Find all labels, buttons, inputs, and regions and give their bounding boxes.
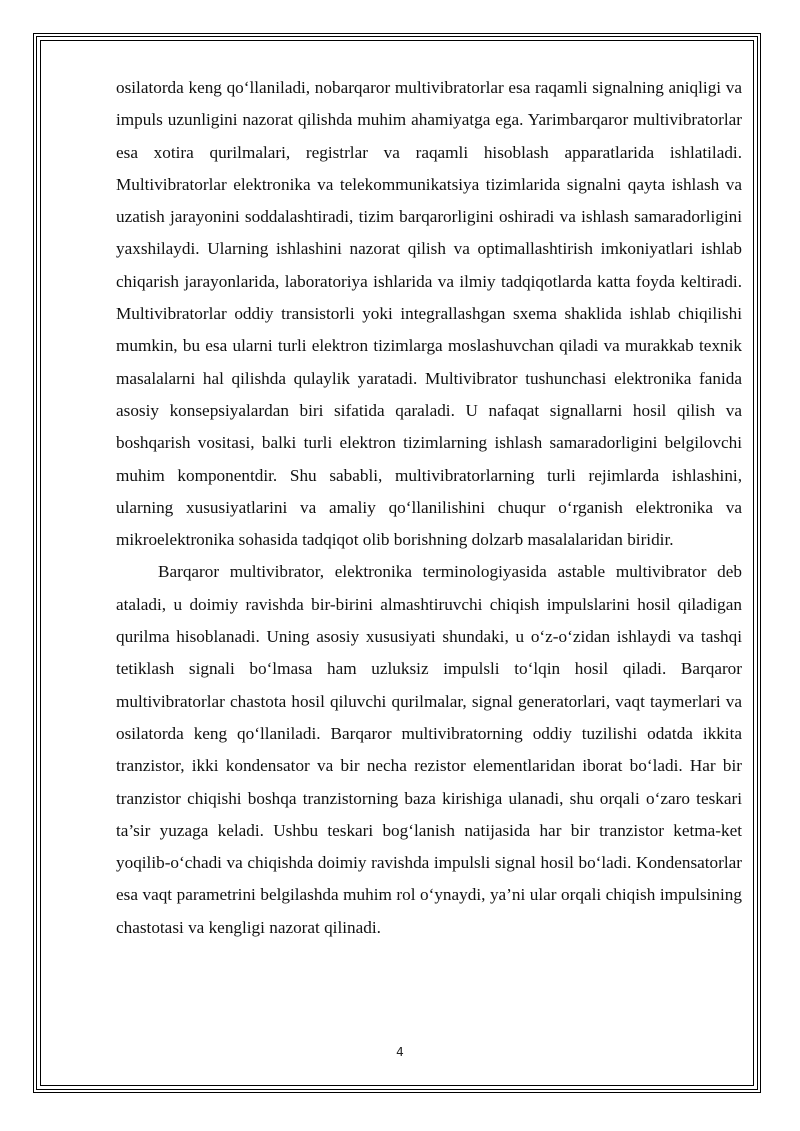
page-number: 4 xyxy=(396,1045,404,1059)
document-body xyxy=(116,72,742,944)
paragraph-continuation: osilatorda keng qo‘llaniladi, nobarqaror multivibratorlar esa raqamli signalning aniqligi va impuls uzunligini nazorat qilishda muhim ahamiyatga ega. Yarimbarqaror multivibratorlar esa xotira qurilmalari, registrlar va raqamli hisoblash apparatlarida ishlatiladi. Multivibratorlar elektronika va telekommunikatsiya tizimlarida signalni qayta ishlash va uzatish jarayonini soddalashtiradi, tizim barqarorligini oshiradi va ishlash samaradorligini yaxshilaydi. Ularning ishlashini nazorat qilish va optimallashtirish imkoniyatlari ishlab chiqarish jarayonlarida, laboratoriya ishlarida va ilmiy tadqiqotlarda katta foyda keltiradi. Multivibratorlar oddiy transistorli yoki integrallashgan sxema shaklida ishlab chiqilishi mumkin, bu esa ularni turli elektron tizimlarga moslashuvchan qiladi va murakkab texnik masalalarni hal qilishda qulaylik yaratadi. Multivibrator tushunchasi elektronika fanida asosiy konsepsiyalardan biri sifatida qaraladi. U nafaqat signallarni hosil qilish va boshqarish vositasi, balki turli elektron tizimlarning ishlash samaradorligini belgilovchi muhim komponentdir. Shu sababli, multivibratorlarning turli rejimlarda ishlashini, ularning xususiyatlarini va amaliy qo‘llanilishini chuqur o‘rganish elektronika va mikroelektronika sohasida tadqiqot olib borishning dolzarb masalalaridan biridir. xyxy=(116,78,742,550)
paragraph-astable-multivibrator: Barqaror multivibrator, elektronika terminologiyasida astable multivibrator deb ataladi, u doimiy ravishda bir-birini almashtiruvchi chiqish impulslarini hosil qiladigan qurilma hisoblanadi. Uning asosiy xususiyati shundaki, u o‘z-o‘zidan ishlaydi va tashqi tetiklash signali bo‘lmasa ham uzluksiz impulsli to‘lqin hosil qiladi. Barqaror multivibratorlar chastota hosil qiluvchi qurilmalar, signal generatorlari, vaqt taymerlari va osilatorda keng qo‘llaniladi. Barqaror multivibratorning oddiy tuzilishi odatda ikkita tranzistor, ikki kondensator va bir necha rezistor elementlaridan iborat bo‘ladi. Har bir tranzistor chiqishi boshqa tranzistorning baza kirishiga ulanadi, shu orqali o‘zaro teskari ta’sir yuzaga keladi. Ushbu teskari bog‘lanish natijasida har bir tranzistor ketma-ket yoqilib-o‘chadi va chiqishda doimiy ravishda impulsli signal hosil bo‘ladi. Kondensatorlar esa vaqt parametrini belgilashda muhim rol o‘ynaydi, ya’ni ular orqali chiqish impulsining chastotasi va kengligi nazorat qilinadi. xyxy=(116,562,742,937)
